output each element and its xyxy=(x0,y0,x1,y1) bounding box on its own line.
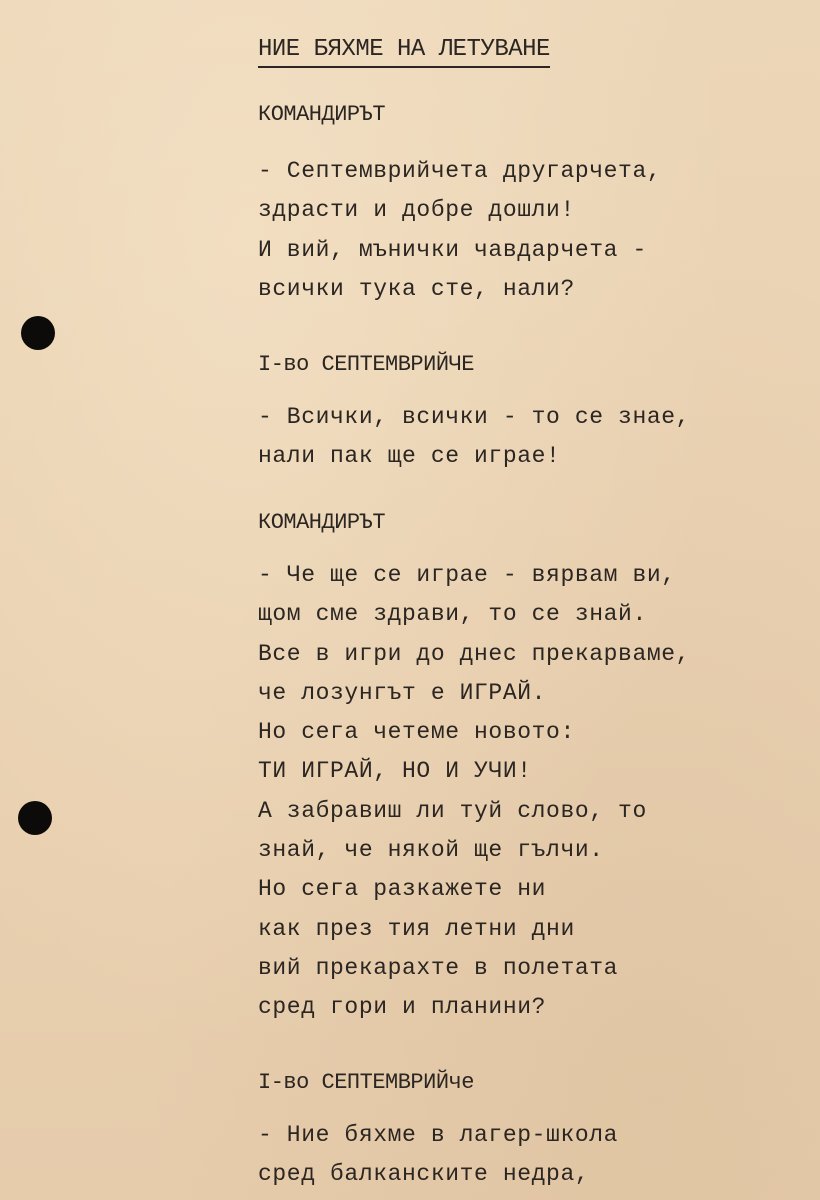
verse-line: здрасти и добре дошли! xyxy=(258,197,575,224)
verse-line: - Септемврийчета другарчета, xyxy=(258,158,662,184)
verse-line: И вий, мънички чавдарчета - xyxy=(258,236,647,263)
verse-line: Но сега четеме новото: xyxy=(258,719,575,746)
verse-line: че лозунгът е ИГРАЙ. xyxy=(258,679,547,706)
speaker-label: I-во СЕПТЕМВРИЙче xyxy=(258,1070,474,1095)
verse-line: - Че ще се играе - вярвам ви, xyxy=(258,562,676,588)
verse-block xyxy=(258,1116,618,1195)
document-title: НИЕ БЯХМЕ НА ЛЕТУВАНЕ xyxy=(258,34,550,68)
verse-line: ТИ ИГРАЙ, НО И УЧИ! xyxy=(258,758,532,785)
speaker-label: I-во СЕПТЕМВРИЙЧЕ xyxy=(258,352,474,377)
speaker-label: КОМАНДИРЪТ xyxy=(258,102,386,127)
text-column xyxy=(258,34,798,1188)
verse-line: А забравиш ли туй слово, то xyxy=(258,797,647,824)
punch-hole xyxy=(18,801,52,835)
verse-line: сред балканските недра, xyxy=(258,1161,590,1188)
speaker-label: КОМАНДИРЪТ xyxy=(258,510,386,535)
verse-line: сред гори и планини? xyxy=(258,994,547,1021)
verse-line: Но сега разкажете ни xyxy=(258,876,547,903)
verse-line: всички тука сте, нали? xyxy=(258,275,575,302)
verse-line: как през тия летни дни xyxy=(258,915,575,942)
verse-line: щом сме здрави, то се знай. xyxy=(258,601,647,628)
verse-block xyxy=(258,398,690,477)
verse-block xyxy=(258,556,690,1028)
verse-line: знай, че някой ще гълчи. xyxy=(258,837,604,864)
punch-hole xyxy=(21,316,55,350)
verse-line: вий прекарахте в полетата xyxy=(258,954,619,981)
verse-line: нали пак ще се играе! xyxy=(258,443,561,470)
verse-line: - Ние бяхме в лагер-школа xyxy=(258,1122,619,1148)
verse-line: - Всички, всички - то се знае, xyxy=(258,404,691,430)
verse-block xyxy=(258,152,661,309)
verse-line: Все в игри до днес прекарваме, xyxy=(258,640,691,667)
